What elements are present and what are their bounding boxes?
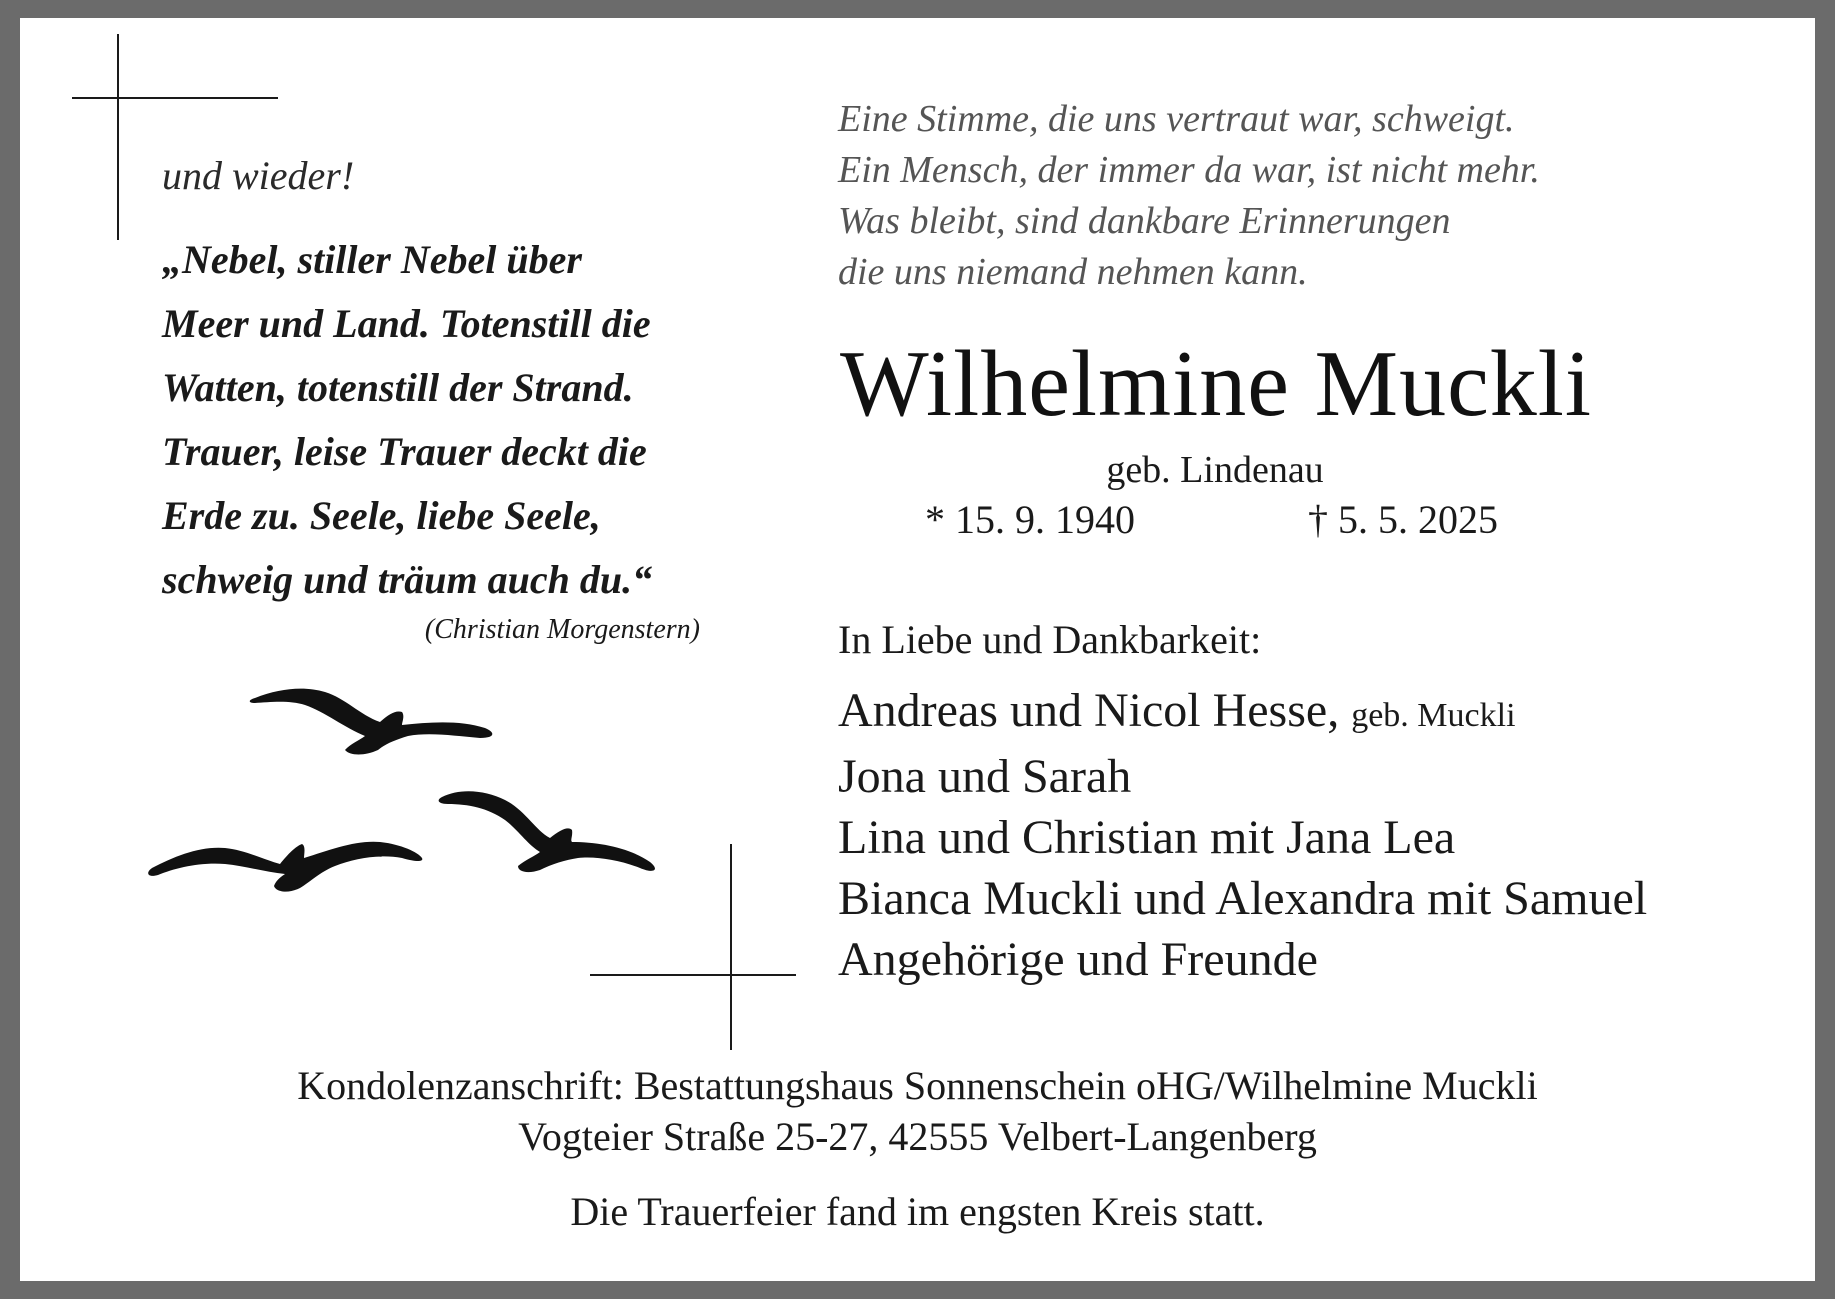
bird-icon [439,791,655,872]
memorial-quote [838,94,1540,298]
poem-line: „Nebel, stiller Nebel über [162,237,582,282]
list-item: Angehörige und Freunde [838,933,1318,986]
deceased-name: Wilhelmine Muckli [840,332,1593,436]
poem-line: Watten, totenstill der Strand. [162,365,634,410]
death-date: † 5. 5. 2025 [1308,497,1498,542]
poem-line: Trauer, leise Trauer deckt die [162,429,647,474]
quote-line: Ein Mensch, der immer da war, ist nicht mehr. [838,149,1540,191]
poem-intro: und wieder! [162,153,355,198]
poem-text [162,228,722,612]
birth-date: * 15. 9. 1940 [925,497,1135,542]
ceremony-note: Die Trauerfeier fand im engsten Kreis statt. [570,1189,1265,1234]
list-item [838,680,1647,746]
condolence-address: Kondolenzanschrift: Bestattungshaus Sonnenschein oHG/Wilhelmine Muckli [297,1063,1538,1108]
list-item: Jona und Sarah [838,750,1132,803]
flying-birds-icon [140,670,720,910]
quote-line: Was bleibt, sind dankbare Erinnerungen [838,200,1451,242]
list-item: Bianca Muckli und Alexandra mit Samuel [838,872,1648,925]
mourner-maiden-name: geb. Muckli [1351,697,1516,734]
bird-icon [148,842,422,892]
list-item: Lina und Christian mit Jana Lea [838,811,1456,864]
bird-icon [250,689,493,755]
poem-attribution: (Christian Morgenstern) [424,614,700,645]
mourners-greeting: In Liebe und Dankbarkeit: [838,617,1262,662]
mourners-list [838,680,1647,990]
quote-line: die uns niemand nehmen kann. [838,251,1308,293]
mourner-names: Andreas und Nicol Hesse, [838,684,1340,737]
maiden-name: geb. Lindenau [1106,449,1324,491]
quote-line: Eine Stimme, die uns vertraut war, schweigt. [838,98,1515,140]
poem-line: Meer und Land. Totenstill die [162,301,651,346]
poem-line: Erde zu. Seele, liebe Seele, [162,493,601,538]
poem-line: schweig und träum auch du.“ [162,557,653,602]
street-address: Vogteier Straße 25-27, 42555 Velbert-Langenberg [518,1114,1317,1159]
